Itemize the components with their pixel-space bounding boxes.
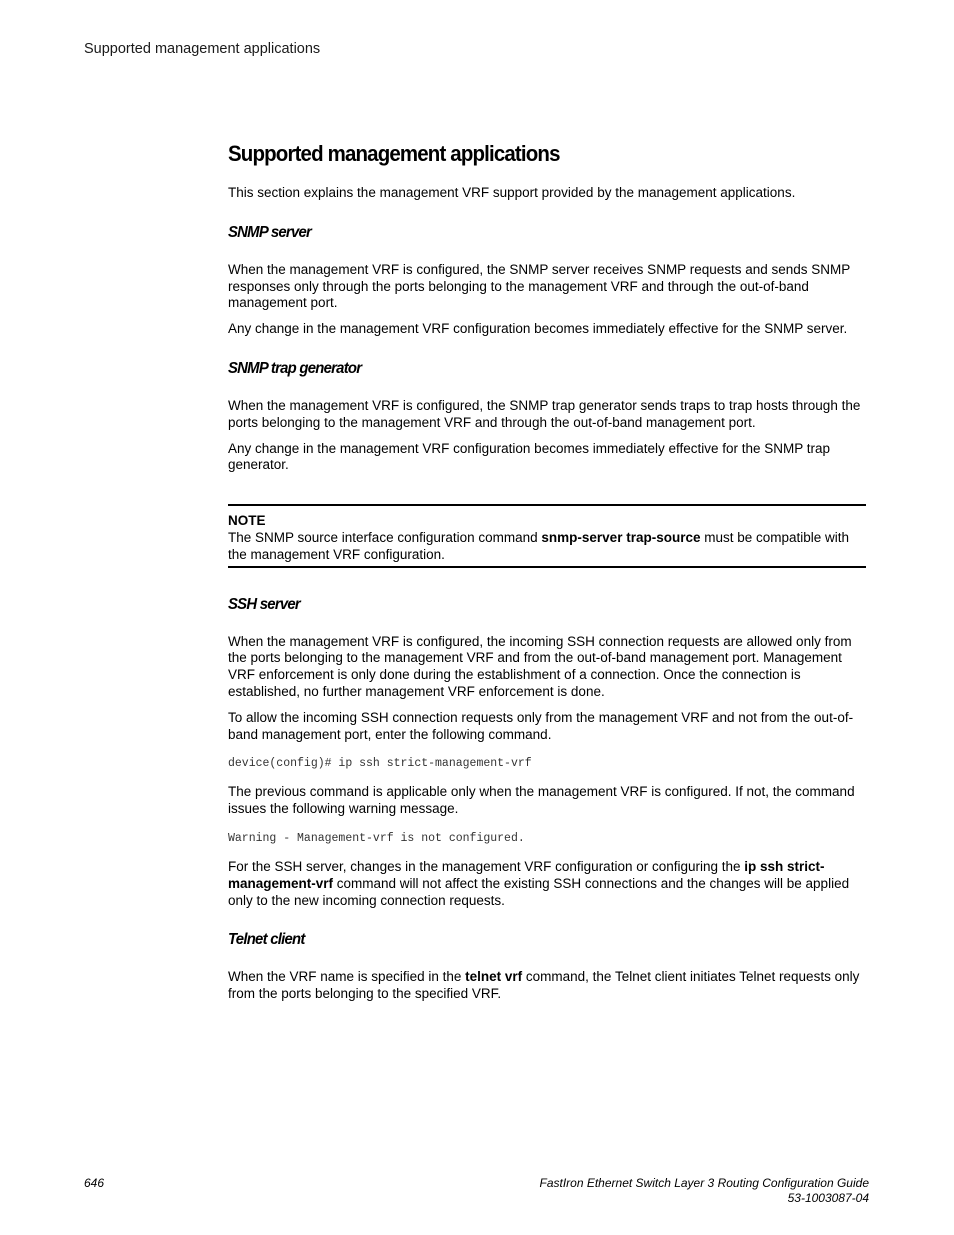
- note-command: snmp-server trap-source: [541, 529, 701, 545]
- telnet-client-heading: Telnet client: [228, 931, 305, 949]
- ssh-p4-before: For the SSH server, changes in the management VRF configuration or configuring the: [228, 858, 745, 874]
- guide-title: FastIron Ethernet Switch Layer 3 Routing Configuration Guide: [539, 1176, 869, 1190]
- telnet-client-paragraph-1: [228, 969, 866, 1003]
- note-box: [228, 504, 866, 567]
- note-text: [228, 530, 866, 564]
- snmp-trap-paragraph-1: When the management VRF is configured, the SNMP trap generator sends traps to trap hosts through the ports belonging to the management VRF and through the out-of-band management port.: [228, 397, 861, 430]
- page-title: Supported management applications: [228, 141, 560, 166]
- code-example-warning: Warning - Management-vrf is not configured.: [228, 831, 525, 845]
- ssh-server-heading: SSH server: [228, 595, 300, 613]
- code-example-command: device(config)# ip ssh strict-management-vrf: [228, 757, 532, 771]
- ssh-p4-after: command will not affect the existing SSH connections and the changes will be applied only to the new incoming connection requests.: [228, 875, 850, 908]
- doc-number: 53-1003087-04: [787, 1191, 869, 1205]
- running-header: Supported management applications: [84, 41, 321, 57]
- snmp-server-heading: SNMP server: [228, 223, 312, 241]
- telnet-p1-after: command, the Telnet client initiates Telnet requests only from the ports belonging to the specified VRF.: [228, 969, 860, 1002]
- ssh-server-paragraph-3: The previous command is applicable only when the management VRF is configured. If not, the command issues the following warning message.: [228, 784, 855, 817]
- ssh-p4-command: ip ssh strict-management-vrf: [228, 858, 825, 891]
- snmp-trap-heading: SNMP trap generator: [228, 359, 362, 377]
- ssh-server-paragraph-1: When the management VRF is configured, the incoming SSH connection requests are allowed only from the ports belonging to the management VRF and from the out-of-band management port. Management VRF enforcement is only done during the establishment of a connection. Once the connection is established, no further management VRF enforcement is done.: [228, 633, 852, 699]
- ssh-server-paragraph-2: To allow the incoming SSH connection requests only from the management VRF and not from the out-of-band management port, enter the following command.: [228, 709, 854, 742]
- snmp-trap-paragraph-2: Any change in the management VRF configuration becomes immediately effective for the SNMP trap generator.: [228, 440, 831, 473]
- footer-doc-info: [539, 1176, 869, 1206]
- snmp-server-paragraph-1: When the management VRF is configured, the SNMP server receives SNMP requests and sends SNMP responses only through the ports belonging to the management VRF and through the out-of-band management port.: [228, 261, 851, 311]
- intro-paragraph: This section explains the management VRF support provided by the management applications.: [228, 185, 796, 200]
- page-number: 646: [84, 1176, 105, 1190]
- main-content: [228, 141, 866, 1012]
- telnet-p1-command: telnet vrf: [465, 969, 523, 985]
- snmp-server-paragraph-2: Any change in the management VRF configuration becomes immediately effective for the SNMP server.: [228, 321, 848, 337]
- telnet-p1-before: When the VRF name is specified in the: [228, 969, 466, 985]
- note-title: NOTE: [228, 513, 266, 529]
- ssh-server-paragraph-4: [228, 859, 866, 909]
- note-text-after: must be compatible with the management VRF configuration.: [228, 529, 850, 562]
- note-text-before: The SNMP source interface configuration command: [228, 529, 542, 545]
